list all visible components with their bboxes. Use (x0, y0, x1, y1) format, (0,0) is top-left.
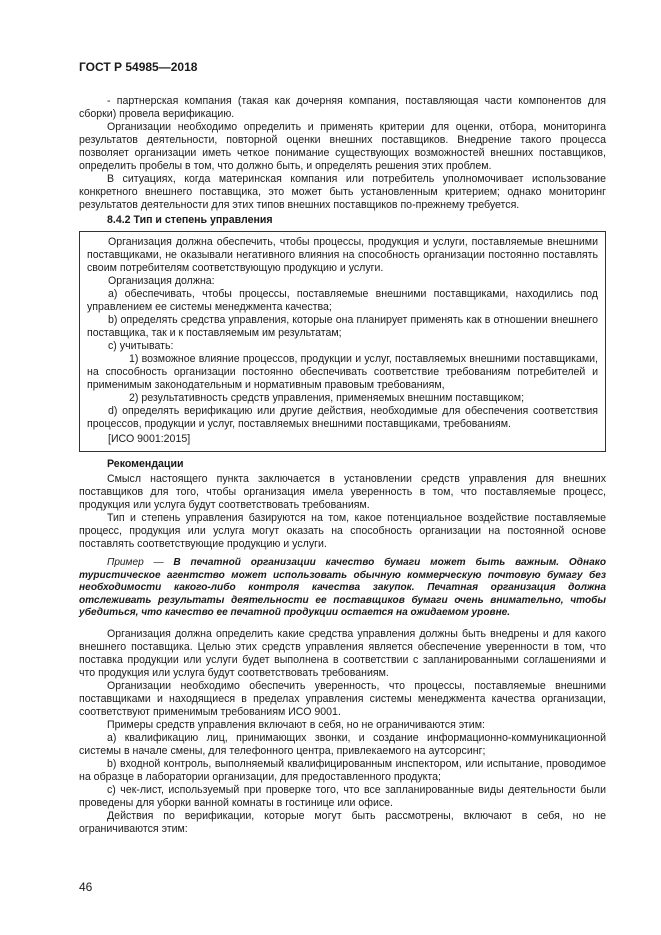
paragraph: Действия по верификации, которые могут быть рассмотрены, включают в себя, но не ограничиваются этим: (79, 809, 606, 835)
paragraph: Тип и степень управления базируются на том, какое потенциальное воздействие поставляемые процесс, продукция или услуга могут оказать на способность организации на постоянной основе поставлять соответствующие продукцию и услуги. (79, 512, 606, 550)
paragraph: - партнерская компания (такая как дочерняя компания, поставляющая части компонентов для сборки) провела верификацию. (79, 95, 606, 120)
quote-subitem-1: 1) возможное влияние процессов, продукции и услуг, поставляемых внешними поставщиками, на способность организации постоянно обеспечивать соответствие требованиям потребителей и применимым законодательным и нормативным правовым требованиям, (87, 353, 598, 391)
example-label: Пример — (107, 557, 174, 568)
document-header: ГОСТ Р 54985—2018 (79, 60, 198, 74)
paragraph: В ситуациях, когда материнская компания или потребитель уполномочивает использование конкретного внешнего поставщика, это может быть установленным критерием; однако мониторинг результатов деятельности для этих типов внешних поставщиков по-прежнему требуется. (79, 173, 606, 211)
example-text: В печатной организации качество бумаги может быть важным. Однако туристическое агентство может использовать обычную коммерческую почтовую бумагу без необходимости какого-либо контроля качества закупок. Печатная организация должна отслеживать результаты деятельности ее поставщиков бумаги очень внимательно, чтобы убедиться, что качество ее печатной продукции остается на ожидаемом уровне. (79, 557, 606, 619)
paragraph: Смысл настоящего пункта заключается в установлении средств управления для внешних поставщиков для того, чтобы организация имела уверенность в том, что поставляемые процесс, продукция или услуга будут соответствовать требованиям. (79, 473, 606, 511)
quote-item-d: d) определять верификацию или другие действия, необходимые для обеспечения соответствия процессов, продукции и услуг, поставляемых внешними поставщиками, требованиям. (87, 405, 598, 430)
quote-item-a: a) обеспечивать, чтобы процессы, поставляемые внешними поставщиками, находились под управлением ее системы менеджмента качества; (87, 288, 598, 313)
quote-item-b: b) определять средства управления, которые она планирует применять как в отношении внешнего поставщика, так и к поставляемым им результатам; (87, 314, 598, 339)
paragraph: Примеры средств управления включают в себя, но не ограничиваются этим: (107, 718, 485, 731)
list-item: b) входной контроль, выполняемый квалифицированным инспектором, или испытание, проводимое на образце в лаборатории организации, для предоставленного продукта; (79, 757, 606, 783)
quote-subitem-2: 2) результативность средств управления, применяемых внешним поставщиком; (129, 392, 525, 404)
recommendations-heading: Рекомендации (107, 458, 184, 470)
paragraph: Организации необходимо обеспечить уверенность, что процессы, поставляемые внешними поставщиками и находящиеся в пределах управления системы менеджмента качества организации, соответствуют применимым требованиям ИСО 9001. (79, 679, 606, 718)
list-item: c) чек-лист, используемый при проверке того, что все запланированные виды деятельности были проведены для уборки ванной комнаты в гостинице или офисе. (79, 783, 606, 809)
standard-quote-box (79, 231, 606, 452)
page-number: 46 (79, 880, 93, 894)
quote-paragraph: Организация должна: (108, 275, 215, 287)
quote-reference: [ИСО 9001:2015] (108, 433, 191, 445)
example-note (79, 557, 606, 620)
quote-item-c: c) учитывать: (108, 340, 174, 352)
paragraph: Организации необходимо определить и применять критерии для оценки, отбора, мониторинга результатов деятельности, повторной оценки внешних поставщиков. Внедрение такого процесса позволяет организации иметь четкое понимание существующих возможностей внешних поставщиков, определить пробелы в том, что должно быть, и определять решения этих проблем. (79, 121, 606, 172)
paragraph: Организация должна определить какие средства управления должны быть внедрены и для какого внешнего поставщика. Целью этих средств управления является обеспечение уверенности в том, что поставка продукции или услуги будет выполнена в соответствии с запланированными соглашениями и что продукция или услуга будут соответствовать требованиям. (79, 627, 606, 679)
page-content (79, 95, 606, 836)
quote-paragraph: Организация должна обеспечить, чтобы процессы, продукция и услуги, поставляемые внешними поставщиками, не оказывали негативного влияния на способность организации постоянно поставлять своим потребителям соответствующую продукцию и услуги. (87, 236, 598, 274)
list-item: a) квалификацию лиц, принимающих звонки, и создание информационно-коммуникационной системы в начале смены, для телефонного центра, привлекаемого на аутсорсинг; (79, 731, 606, 757)
section-heading: 8.4.2 Тип и степень управления (107, 214, 273, 226)
